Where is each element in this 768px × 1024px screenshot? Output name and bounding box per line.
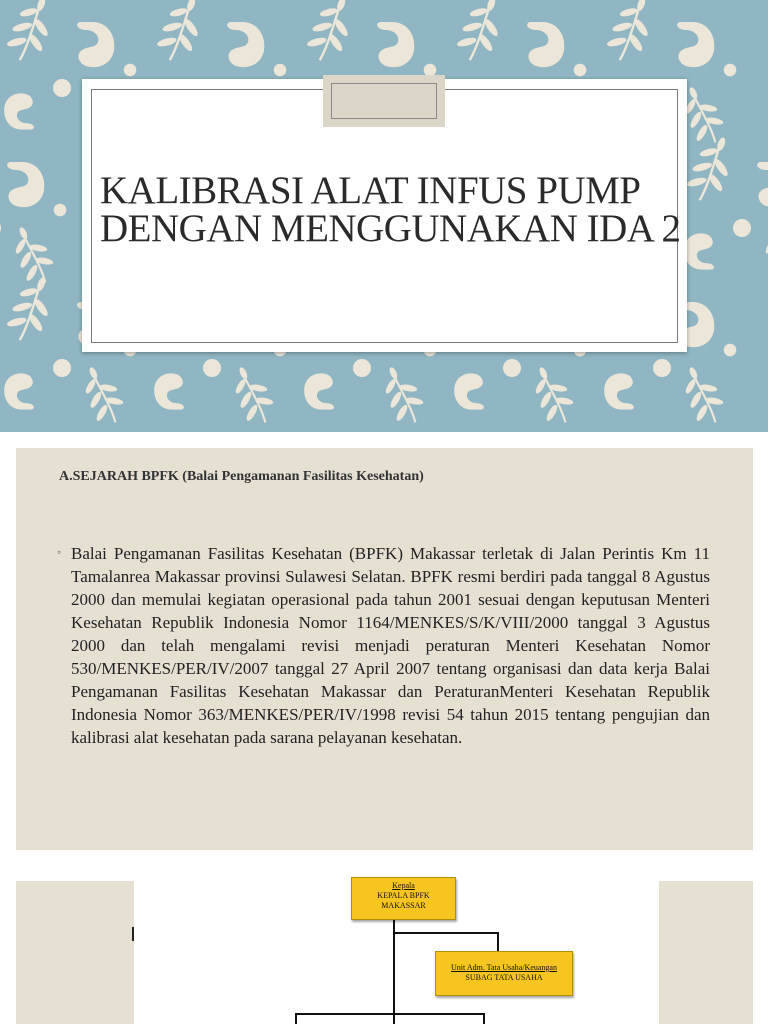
org-line-main-vertical (393, 920, 395, 1024)
org-line-branch-down (497, 932, 499, 951)
org-role-unit: Unit Adm. Tata Usaha/Keuangan (451, 963, 557, 972)
org-slide-right-panel (659, 881, 753, 1024)
org-line-branch-horizontal (393, 932, 499, 934)
org-line-bottom-left (295, 1013, 297, 1024)
org-box-kepala (351, 877, 456, 920)
title-card-tab-border (331, 83, 437, 119)
slide-edge-mark (132, 927, 134, 941)
history-paragraph: Balai Pengamanan Fasilitas Kesehatan (BPFK) Makassar terletak di Jalan Perintis Km 11 Tamalanrea Makassar provinsi Sulawesi Selatan. BPFK resmi berdiri pada tanggal 8 Agustus 2000 dan memulai kegiatan operasional pada tahun 2001 sesuai dengan keputusan Menteri Kesehatan Republik Indonesia Nomor 1164/MENKES/S/K/VIII/2000 tanggal 3 Agustus 2000 dan telah mengalami revisi menjadi peraturan Menteri Kesehatan Nomor 530/MENKES/PER/IV/2007 tanggal 27 April 2007 tentang organisasi dan data kerja Balai Pengamanan Fasilitas Kesehatan Makassar dan PeraturanMenteri Kesehatan Republik Indonesia Nomor 363/MENKES/PER/IV/1998 revisi 54 tahun 2015 tentang pengujian dan kalibrasi alat kesehatan pada sarana pelayanan kesehatan. (71, 544, 710, 747)
slide-title-line-1: KALIBRASI ALAT INFUS PUMP (100, 169, 641, 212)
title-card-tab (323, 75, 445, 127)
history-slide (16, 448, 753, 850)
section-heading: A.SEJARAH BPFK (Balai Pengamanan Fasilitas Kesehatan) (59, 469, 424, 484)
org-slide-left-panel (16, 881, 134, 1024)
circle-bullet-icon: ◦ (57, 545, 62, 559)
org-line-bottom-right (483, 1013, 485, 1024)
title-slide (0, 0, 768, 432)
org-kepala-line-1: KEPALA BPFK (377, 891, 430, 900)
slide-title-line-2: DENGAN MENGGUNAKAN IDA 2 (100, 207, 681, 250)
org-line-bottom-horizontal (295, 1013, 485, 1015)
org-unit-line-1: SUBAG TATA USAHA (465, 973, 543, 982)
slide-title (100, 169, 681, 250)
org-box-unit-tata-usaha (435, 951, 573, 996)
org-kepala-line-2: MAKASSAR (381, 901, 426, 910)
org-role-kepala: Kepala (392, 881, 415, 890)
